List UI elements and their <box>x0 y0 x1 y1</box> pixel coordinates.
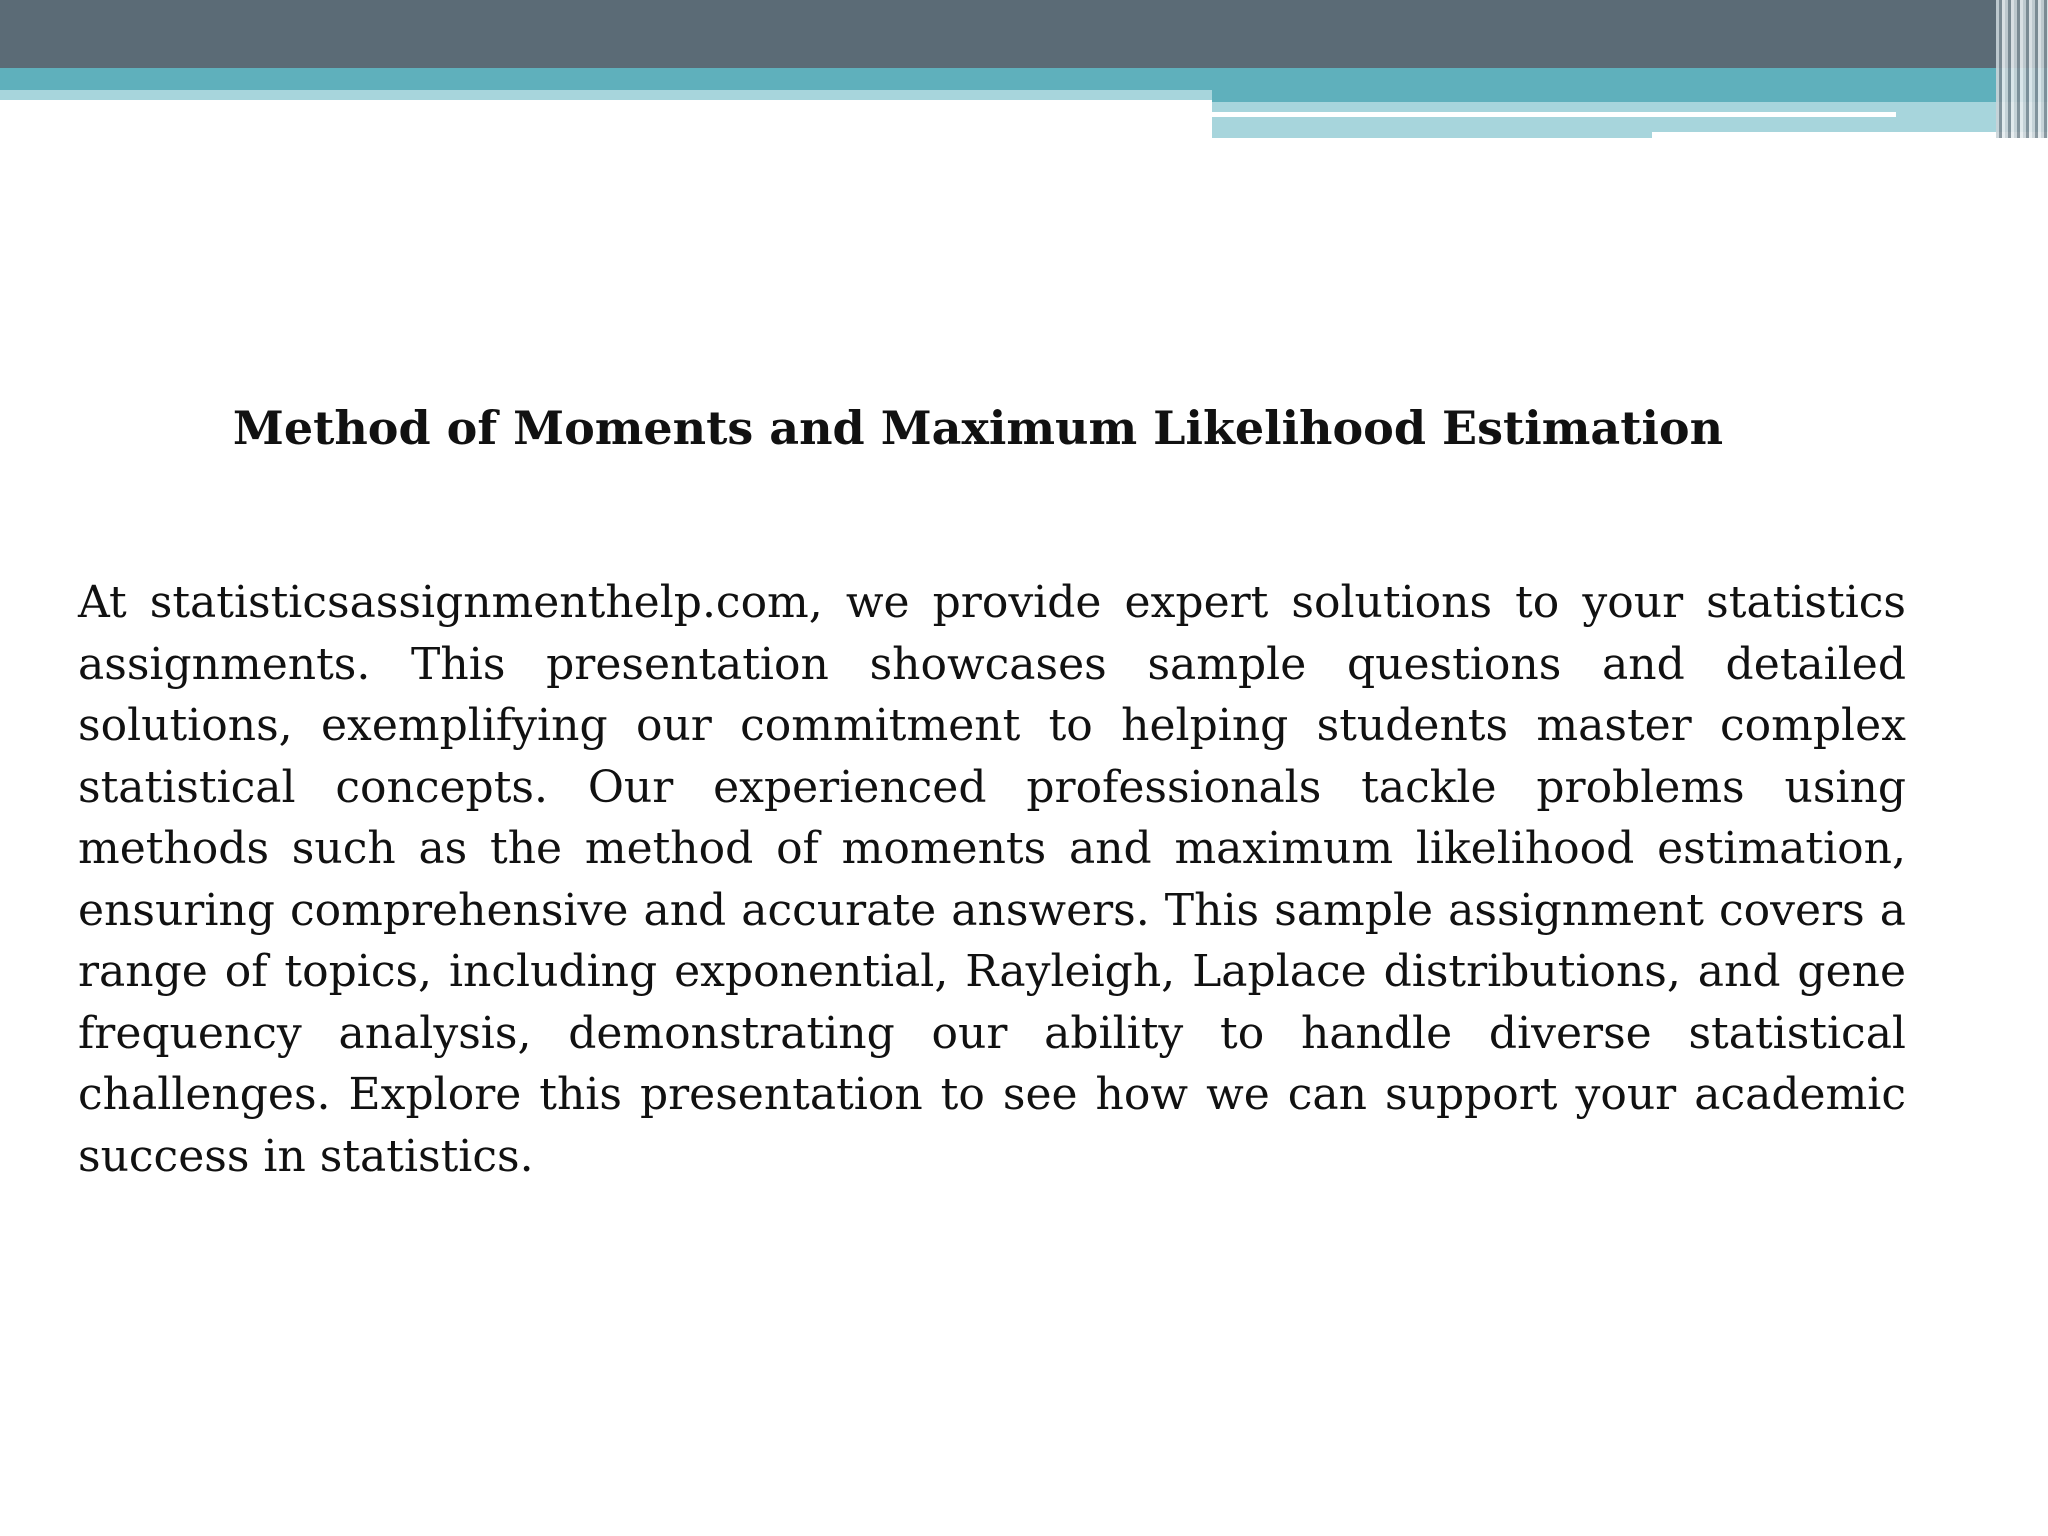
slide-title: Method of Moments and Maximum Likelihood Estimation <box>232 401 1724 455</box>
header-band-white-cut <box>1652 132 2048 138</box>
header-band-dark <box>0 0 2048 68</box>
header-band-white-line <box>1212 112 1896 117</box>
header-band-stripes <box>1996 0 2048 138</box>
slide-body-text: At statisticsassignmenthelp.com, we provide expert solutions to your statistics assignments. This presentation showcases sample questions and detailed solutions, exemplifying our commitment to helping students master complex statistical concepts. Our experienced professionals tackle problems using methods such as the method of moments and maximum likelihood estimation, ensuring comprehensive and accurate answers. This sample assignment covers a range of topics, including exponential, Rayleigh, Laplace distributions, and gene frequency analysis, demonstrating our ability to handle diverse statistical challenges. Explore this presentation to see how we can support your academic success in statistics. <box>78 577 1906 1182</box>
header-band-light-left <box>0 90 1212 100</box>
header-band-teal-right <box>1212 68 2048 102</box>
header-band-teal-left <box>0 68 1212 90</box>
